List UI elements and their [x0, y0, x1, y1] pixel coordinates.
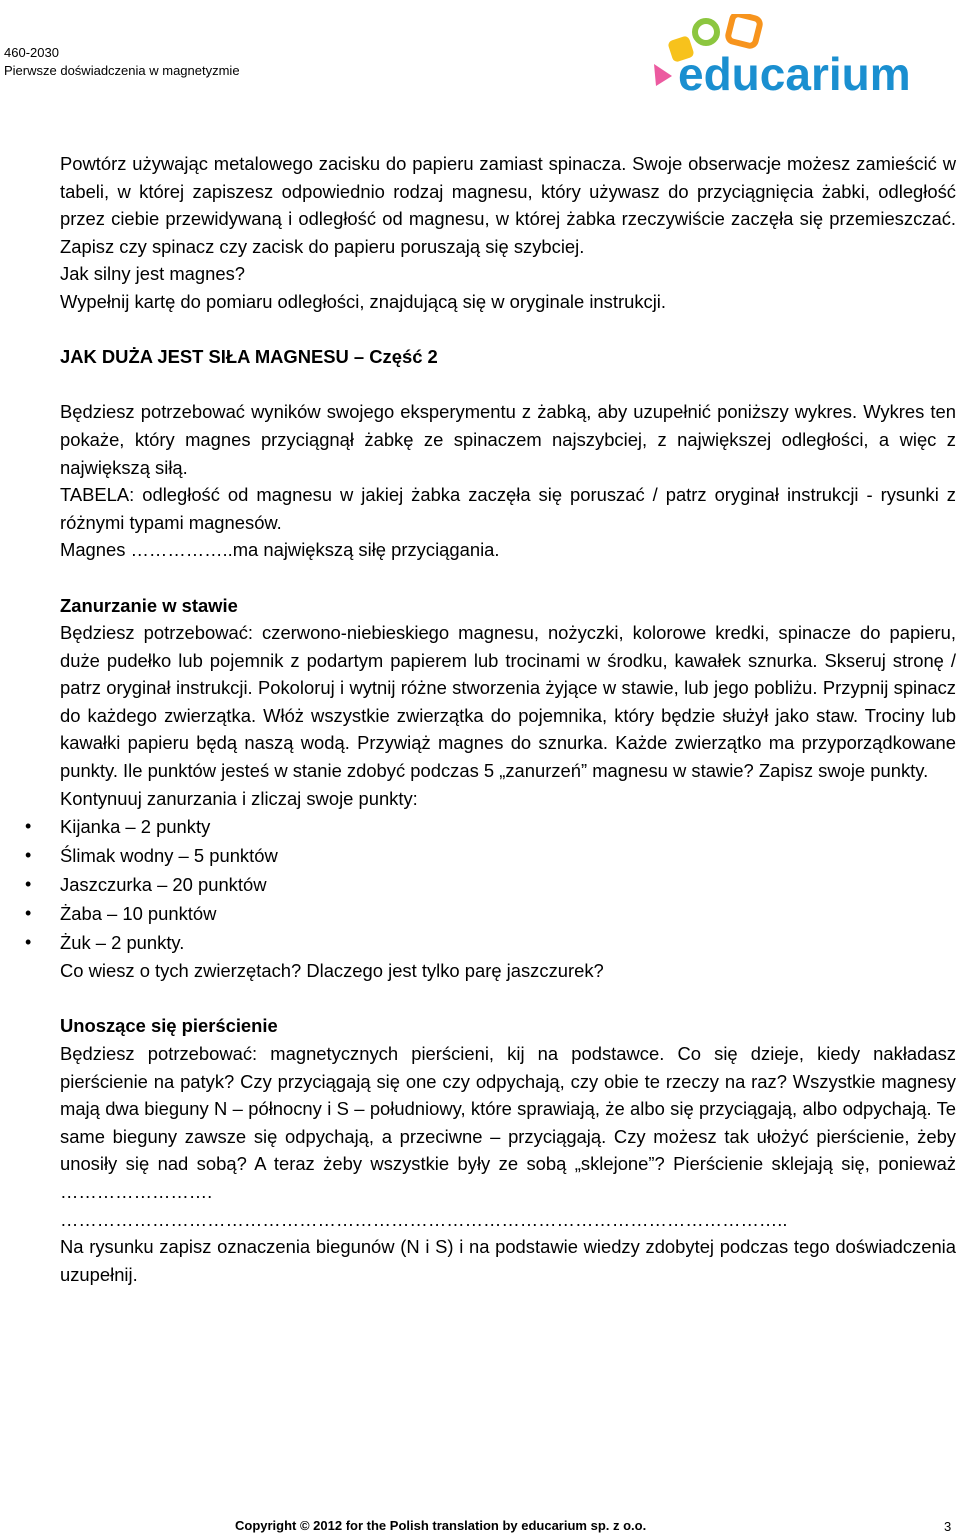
section-title-floating-rings: Unoszące się pierścienie: [60, 1015, 278, 1037]
educarium-logo: [648, 14, 948, 100]
document-header: [4, 44, 240, 80]
page-number: 3: [944, 1519, 952, 1534]
section3-paragraph: Będziesz potrzebować: magnetycznych pierścieni, kij na podstawce. Co się dzieje, kiedy nakładasz pierścienie na patyk? Czy przyciągają się one czy odpychają, czy obie te rzeczy na raz? Wszystkie magnesy mają dwa bieguny N – północny i S – południowy, które sprawiają, że albo się przyciągają, albo odpychają. Te same bieguny zawsze się odpychają, a przeciwne – przyciągają. Czy możesz tak ułożyć pierścienie, żeby unosiły się nad sobą? A teraz żeby wszystkie były ze sobą „sklejone”? Pierścienie sklejają się, ponieważ …………………….: [60, 1043, 956, 1202]
section1-table-note: TABELA: odległość od magnesu w jakiej żabka zaczęła się poruszać / patrz oryginał instrukcji - rysunki z różnymi typami magnesów.: [60, 484, 956, 533]
list-item: • Żaba – 10 punktów: [60, 899, 956, 928]
section2-question: Co wiesz o tych zwierzętach? Dlaczego jest tylko parę jaszczurek?: [60, 960, 604, 982]
section1-paragraph: Będziesz potrzebować wyników swojego eksperymentu z żabką, aby uzupełnić poniższy wykres. Wykres ten pokaże, który magnes przyciągnął żabkę ze spinaczem najszybciej, z największej odległości, a więc z największą siłą.: [60, 401, 956, 478]
section-title-pond-dipping: Zanurzanie w stawie: [60, 594, 238, 616]
list-item: • Żuk – 2 punkty.: [60, 928, 956, 957]
section2-paragraph: Będziesz potrzebować: czerwono-niebieskiego magnesu, nożyczki, kolorowe kredki, spinacze do papieru, duże pudełko lub pojemnik z podartym papierem lub trocinami w środku, kawałek sznurka. Skseruj stronę / patrz oryginał instrukcji. Pokoloruj i wytnij różne stworzenia żyjące w stawie, lub jego pobliżu. Przypnij spinacz do każdego zwierzątka. Włóż wszystkie zwierzątka do pojemnika, który będzie służył jako staw. Trociny lub kawałki papieru będą naszą wodą. Przywiąż magnes do sznurka. Każde zwierzątko ma przyporządkowane punkty. Ile punktów jesteś w stanie zdobyć podczas 5 „zanurzeń” magnesu w stawie? Zapisz swoje punkty.: [60, 622, 956, 782]
list-item: • Kijanka – 2 punkty: [60, 812, 956, 841]
section-title-magnet-strength: JAK DUŻA JEST SIŁA MAGNESU – Część 2: [60, 346, 438, 368]
product-code: 460-2030: [4, 45, 59, 60]
section3-instruction: Na rysunku zapisz oznaczenia biegunów (N i S) i na podstawie wiedzy zdobytej podczas tego doświadczenia uzupełnij.: [60, 1236, 956, 1285]
list-item: • Jaszczurka – 20 punktów: [60, 870, 956, 899]
section1-fill-in: Magnes ……………..ma największą siłę przyciągania.: [60, 539, 500, 561]
document-body: [60, 150, 956, 1288]
intro-paragraph: Powtórz używając metalowego zacisku do papieru zamiast spinacza. Swoje obserwacje możesz zamieścić w tabeli, w której zapiszesz odpowiednio rodzaj magnesu, który używasz do przyciągnięcia żabki, odległość przez ciebie przewidywaną i odległość od magnesu, w której żabka rzeczywiście zaczęła się przemieszczać. Zapisz czy spinacz czy zacisk do papieru poruszają się szybciej.: [60, 153, 956, 257]
logo-wordmark: educarium: [678, 48, 911, 100]
intro-instruction: Wypełnij kartę do pomiaru odległości, znajdującą się w oryginale instrukcji.: [60, 290, 666, 312]
intro-question: Jak silny jest magnes?: [60, 263, 246, 285]
document-subtitle: Pierwsze doświadczenia w magnetyzmie: [4, 63, 240, 78]
section2-instruction: Kontynuuj zanurzania i zliczaj swoje punkty:: [60, 787, 418, 809]
points-list: [60, 812, 956, 957]
list-item: • Ślimak wodny – 5 punktów: [60, 841, 956, 870]
copyright-footer: Copyright © 2012 for the Polish translation by educarium sp. z o.o.: [235, 1518, 647, 1533]
section3-fill-line: ………………………………………………………………………………………………………..: [60, 1208, 788, 1230]
